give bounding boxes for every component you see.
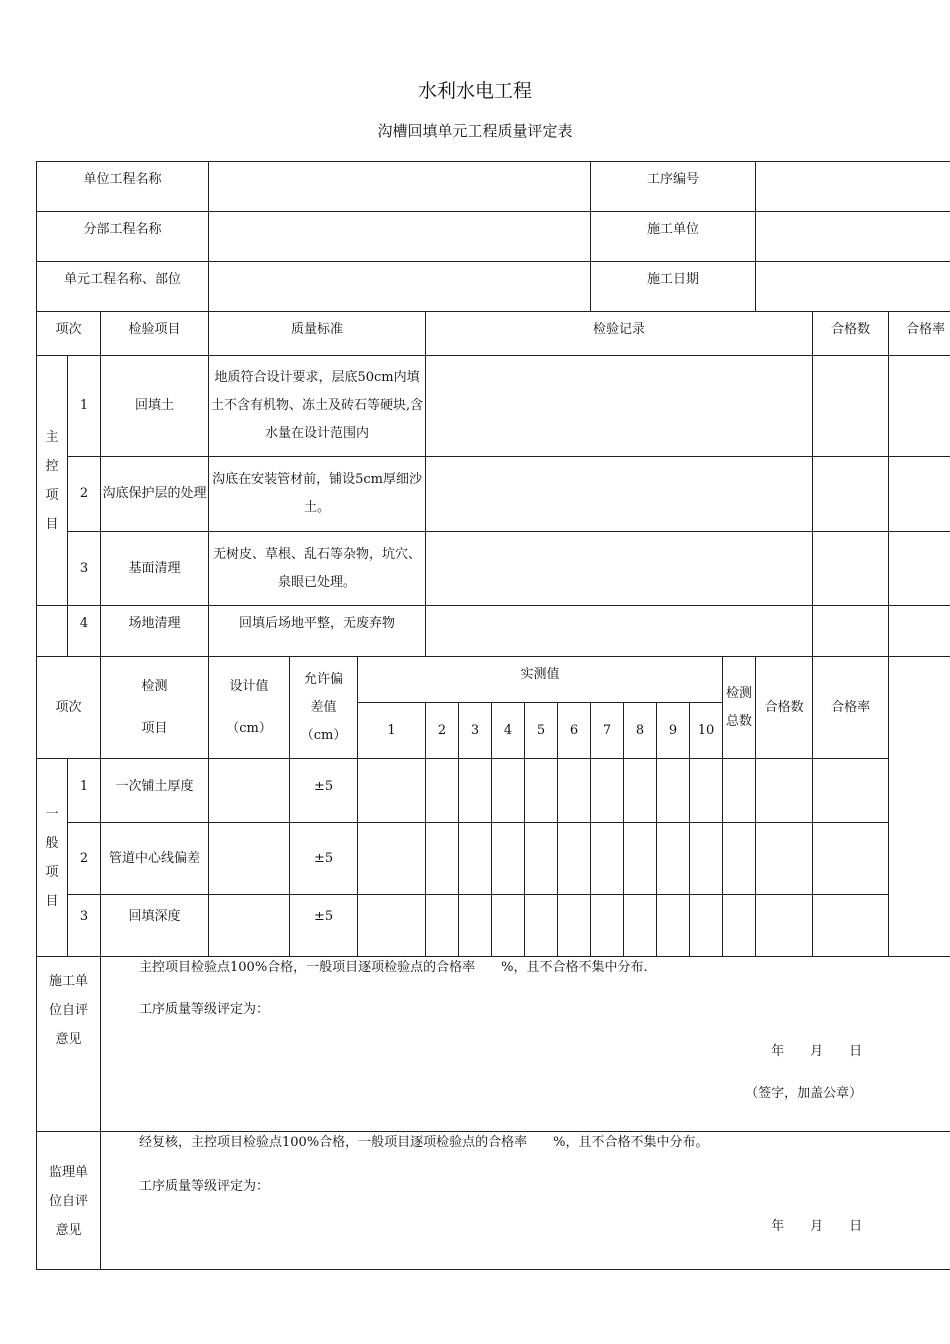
measure-point-header: 10 [690,703,723,759]
col-tolerance [290,657,358,759]
measure-item-name: 管道中心线偏差 [101,823,209,895]
measure-point-header: 1 [358,703,426,759]
item-no: 3 [68,895,101,957]
col-item-no: 项次 [37,657,101,759]
col-total-line1: 检测 [726,685,753,701]
check-record[interactable] [426,606,813,657]
check-item-name: 基面清理 [101,532,209,606]
general-group-char: 般 [45,835,59,851]
col-design-value [209,657,290,759]
check-total[interactable] [723,759,756,823]
col-tolerance-line3: （cm） [300,727,347,743]
measure-point-header: 2 [426,703,459,759]
measured-cell[interactable] [426,895,459,957]
col-measure-item-line2: 项目 [141,720,168,736]
general-group-label [37,759,68,957]
process-no-value[interactable] [756,162,950,212]
measure-point-header: 6 [558,703,591,759]
col-standard: 质量标准 [209,312,426,356]
element-value[interactable] [209,262,591,312]
qualified-rate[interactable] [889,532,950,606]
measured-cell[interactable] [558,823,591,895]
measure-point-header: 7 [591,703,624,759]
measured-cell[interactable] [624,823,657,895]
supervisor-opinion-label-line: 监理单 [48,1165,88,1180]
check-record[interactable] [426,532,813,606]
contractor-opinion-line2: 工序质量等级评定为： [139,1002,270,1017]
item-no: 4 [68,606,101,657]
design-value[interactable] [209,895,290,957]
general-group-char: 目 [45,893,59,909]
main-control-group-char: 目 [45,516,59,532]
measured-cell[interactable] [690,895,723,957]
check-total[interactable] [723,823,756,895]
process-no-label: 工序编号 [591,162,756,212]
measured-cell[interactable] [525,759,558,823]
unit-project-label: 单位工程名称 [37,162,209,212]
quality-standard: 回填后场地平整，无废弃物 [209,606,426,657]
col-measure-item-line1: 检测 [141,678,168,694]
contractor-opinion-label-line: 施工单 [48,974,88,989]
contractor-opinion-label [37,957,101,1132]
measured-cell[interactable] [591,823,624,895]
measure-point-header: 5 [525,703,558,759]
contractor-label: 施工单位 [591,212,756,262]
measured-cell[interactable] [358,759,426,823]
measured-cell[interactable] [657,895,690,957]
qualified-rate[interactable] [889,606,950,657]
col-item-no: 项次 [37,312,101,356]
qualified-count[interactable] [813,356,889,457]
col-design-line1: 设计值 [229,678,269,694]
main-control-group-label [37,356,68,606]
contractor-opinion-label-line: 意见 [55,1032,82,1047]
col-measure-item [101,657,209,759]
supervisor-opinion-line1: 经复核，主控项目检验点100%合格，一般项目逐项检验点的合格率 %，且不合格不集中分布。 [139,1135,709,1150]
supervisor-opinion-label-line: 意见 [55,1223,82,1238]
tolerance-value: ±5 [290,895,358,957]
contractor-value[interactable] [756,212,950,262]
measured-cell[interactable] [492,759,525,823]
contractor-opinion-date: 年 月 日 [771,1044,863,1059]
qualified-count[interactable] [813,606,889,657]
col-check-total [723,657,756,759]
evaluation-table [36,161,950,1270]
sub-project-label: 分部工程名称 [37,212,209,262]
qualified-count[interactable] [813,457,889,532]
supervisor-opinion-content[interactable] [101,1132,950,1270]
contractor-opinion-sign: （签字，加盖公章） [745,1086,863,1101]
col-tolerance-line1: 允许偏 [304,671,344,687]
measured-cell[interactable] [459,759,492,823]
qualified-count[interactable] [756,759,813,823]
supervisor-opinion-date: 年 月 日 [771,1219,863,1234]
col-rate: 合格率 [889,312,950,356]
unit-project-value[interactable] [209,162,591,212]
check-item-name: 回填土 [101,356,209,457]
design-value[interactable] [209,759,290,823]
qualified-count[interactable] [756,895,813,957]
date-label: 施工日期 [591,262,756,312]
measured-cell[interactable] [459,823,492,895]
check-record[interactable] [426,356,813,457]
measured-cell[interactable] [358,823,426,895]
contractor-opinion-line1: 主控项目检验点100%合格，一般项目逐项检验点的合格率 %，且不合格不集中分布. [139,960,648,975]
col-rate: 合格率 [813,657,889,759]
quality-standard: 沟底在安装管材前，铺设5cm厚细沙土。 [209,457,426,532]
col-qualified: 合格数 [813,312,889,356]
qualified-rate[interactable] [813,895,889,957]
col-record: 检验记录 [426,312,813,356]
col-qualified: 合格数 [756,657,813,759]
contractor-opinion-content[interactable] [101,957,950,1132]
measured-cell[interactable] [657,759,690,823]
tolerance-value: ±5 [290,759,358,823]
tolerance-value: ±5 [290,823,358,895]
qualified-count[interactable] [756,823,813,895]
qualified-rate[interactable] [889,457,950,532]
measured-cell[interactable] [558,895,591,957]
design-value[interactable] [209,823,290,895]
measured-cell[interactable] [525,895,558,957]
quality-standard: 无树皮、草根、乱石等杂物，坑穴、泉眼已处理。 [209,532,426,606]
col-measured-values: 实测值 [358,657,723,703]
col-total-line2: 总数 [726,713,753,729]
measure-point-header: 9 [657,703,690,759]
general-group-char: 项 [45,864,59,880]
measure-point-header: 3 [459,703,492,759]
contractor-opinion-label-line: 位自评 [48,1003,88,1018]
col-tolerance-line2: 差值 [310,699,337,715]
item-no: 2 [68,457,101,532]
measured-cell[interactable] [492,823,525,895]
measured-cell[interactable] [459,895,492,957]
qualified-rate[interactable] [889,356,950,457]
supervisor-opinion-label [37,1132,101,1270]
check-record[interactable] [426,457,813,532]
check-item-name: 场地清理 [101,606,209,657]
col-check-item: 检验项目 [101,312,209,356]
measured-cell[interactable] [591,759,624,823]
measured-cell[interactable] [426,759,459,823]
item-no: 3 [68,532,101,606]
supervisor-opinion-line2: 工序质量等级评定为： [139,1179,270,1194]
qualified-count[interactable] [813,532,889,606]
blank-group-cell [37,606,68,657]
item-no: 1 [68,356,101,457]
measured-cell[interactable] [690,823,723,895]
measured-cell[interactable] [690,759,723,823]
item-no: 1 [68,759,101,823]
measured-cell[interactable] [624,759,657,823]
measure-item-name: 一次铺土厚度 [101,759,209,823]
main-control-group-char: 项 [45,487,59,503]
measured-cell[interactable] [426,823,459,895]
measure-point-header: 4 [492,703,525,759]
measured-cell[interactable] [492,895,525,957]
date-value[interactable] [756,262,950,312]
col-design-line2: （cm） [226,720,272,736]
item-no: 2 [68,823,101,895]
measured-cell[interactable] [657,823,690,895]
form-title: 沟槽回填单元工程质量评定表 [377,122,573,140]
measure-item-name: 回填深度 [101,895,209,957]
check-total[interactable] [723,895,756,957]
measure-point-header: 8 [624,703,657,759]
measured-cell[interactable] [624,895,657,957]
check-item-name: 沟底保护层的处理 [101,457,209,532]
general-group-char: 一 [45,806,59,822]
supervisor-opinion-label-line: 位自评 [48,1194,88,1209]
document-title: 水利水电工程 [417,80,532,102]
measured-cell[interactable] [558,759,591,823]
measured-cell[interactable] [591,895,624,957]
element-label: 单元工程名称、部位 [37,262,209,312]
quality-standard: 地质符合设计要求，层底50cm内填土不含有机物、冻土及砖石等硬块,含水量在设计范围内 [209,356,426,457]
main-control-group-char: 主 [45,429,59,445]
qualified-rate[interactable] [813,823,889,895]
measured-cell[interactable] [525,823,558,895]
sub-project-value[interactable] [209,212,591,262]
main-control-group-char: 控 [45,458,59,474]
qualified-rate[interactable] [813,759,889,823]
measured-cell[interactable] [358,895,426,957]
